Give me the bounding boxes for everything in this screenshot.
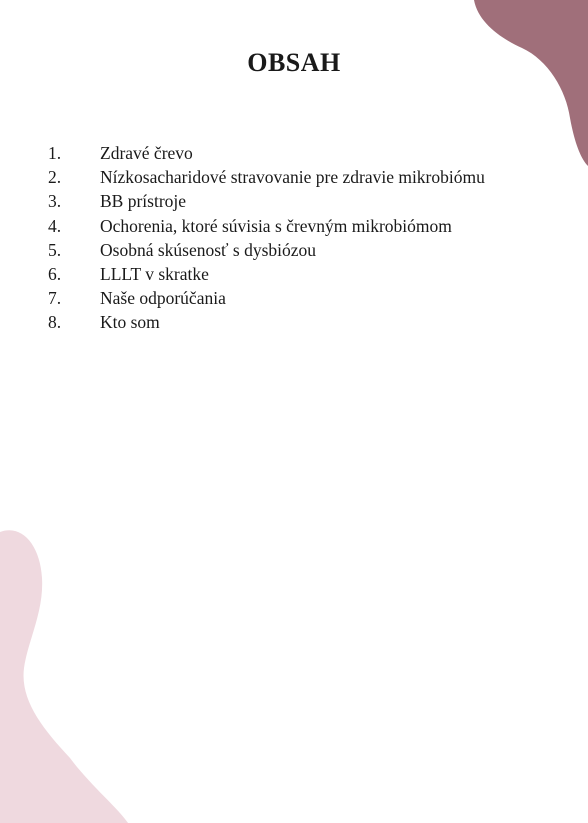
toc-item-number: 8. [48, 312, 62, 333]
toc-item-label: BB prístroje [100, 191, 187, 212]
toc-item [48, 214, 485, 238]
page-title: OBSAH [247, 48, 341, 77]
toc-item-number: 2. [48, 167, 62, 188]
toc-item-label: LLLT v skratke [100, 263, 209, 284]
toc-item [48, 189, 485, 213]
bottom-left-blob [0, 530, 128, 823]
toc-item [48, 286, 485, 310]
toc-item-number: 5. [48, 239, 62, 260]
toc-item-label: Osobná skúsenosť s dysbiózou [100, 239, 317, 260]
toc-item-label: Kto som [100, 312, 160, 333]
toc-item-label: Naše odporúčania [100, 288, 226, 309]
toc-item [48, 238, 485, 262]
toc-item [48, 310, 485, 334]
toc-item-number: 7. [48, 288, 62, 309]
toc-item-label: Zdravé črevo [100, 143, 193, 163]
toc-item-label: Nízkosacharidové stravovanie pre zdravie mikrobiómu [100, 167, 485, 188]
toc-item [48, 165, 485, 189]
table-of-contents [48, 141, 485, 335]
toc-item-label: Ochorenia, ktoré súvisia s črevným mikrobiómom [100, 215, 452, 236]
toc-item-number: 1. [48, 143, 62, 163]
toc-item-number: 3. [48, 191, 62, 212]
toc-item [48, 262, 485, 286]
toc-item-number: 6. [48, 263, 62, 284]
toc-item [48, 141, 485, 165]
top-right-blob [474, 0, 588, 166]
toc-item-number: 4. [48, 215, 62, 236]
